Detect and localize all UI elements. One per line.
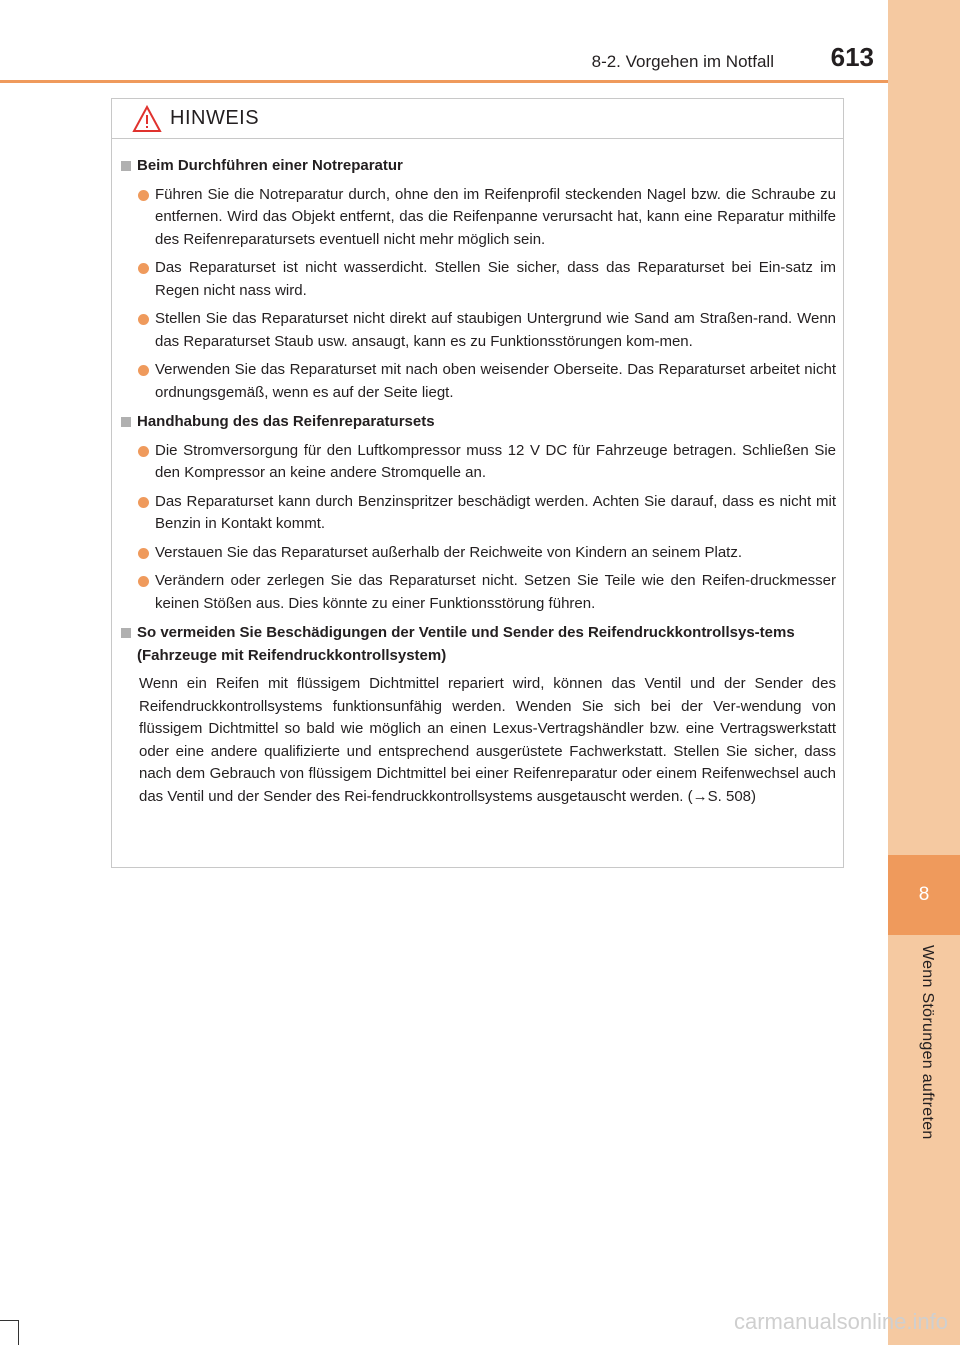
list-item — [138, 359, 836, 404]
notice-section — [121, 155, 836, 404]
list-item-text: Verändern oder zerlegen Sie das Reparaturset nicht. Setzen Sie Teile wie den Reifen-druckmesser keinen Stößen aus. Dies könnte zu einer Funktionsstörung führen. — [155, 572, 836, 612]
list-item — [138, 257, 836, 302]
notice-box — [111, 98, 844, 868]
list-item — [138, 184, 836, 252]
watermark: carmanualsonline.info — [733, 1309, 948, 1334]
list-item-text: Führen Sie die Notreparatur durch, ohne den im Reifenprofil steckenden Nagel bzw. die Schraube zu entfernen. Wird das Objekt entfernt, das die Reifenpanne verursacht hat, kann eine Reparatur mithilfe des Reifenreparatursets eventuell nicht mehr möglich sein. — [155, 185, 836, 248]
page-number: 613 — [830, 42, 874, 72]
square-bullet-icon — [121, 161, 131, 171]
square-bullet-icon — [121, 417, 131, 427]
warning-icon — [132, 105, 162, 133]
section-heading — [121, 411, 836, 434]
section-heading-text: Beim Durchführen einer Notreparatur — [137, 157, 403, 174]
section-heading-text: Handhabung des das Reifenreparatursets — [137, 413, 435, 430]
crop-mark — [0, 1320, 18, 1321]
bullet-dot-icon — [138, 576, 149, 587]
section-heading — [121, 622, 836, 667]
chapter-side-tab — [888, 0, 960, 1345]
bullet-dot-icon — [138, 365, 149, 376]
notice-header — [112, 99, 843, 139]
bullet-dot-icon — [138, 497, 149, 508]
section-title: 8-2. Vorgehen im Notfall — [591, 52, 774, 71]
list-item — [138, 542, 836, 565]
bullet-dot-icon — [138, 314, 149, 325]
list-item — [138, 570, 836, 615]
list-item — [138, 440, 836, 485]
notice-body — [112, 139, 843, 808]
section-heading-text: So vermeiden Sie Beschädigungen der Ventile und Sender des Reifendruckkontrollsys-tems (Fahrzeuge mit Reifendruckkontrollsystem) — [137, 624, 795, 664]
bullet-dot-icon — [138, 190, 149, 201]
square-bullet-icon — [121, 628, 131, 638]
section-paragraph: Wenn ein Reifen mit flüssigem Dichtmittel repariert wird, können das Ventil und der Sender des Reifendruckkontrollsystems funktionsunfähig werden. Wenden Sie sich bei der Ver-wendung von flüssigem Dichtmittel so bald wie möglich an einen Lexus-Vertragshändler bzw. eine Vertragswerkstatt oder eine andere qualifizierte und entsprechend ausgerüstete Fachwerkstatt. Stellen Sie sicher, dass nach dem Gebrauch von flüssigem Dichtmittel bei einer Reifenreparatur oder einem Reifenwechsel auch das Ventil und der Sender des Rei-fendruckkontrollsystems ausgetauscht werden. (→S. 508) — [139, 675, 836, 805]
list-item-text: Die Stromversorgung für den Luftkompressor muss 12 V DC für Fahrzeuge betragen. Schließen Sie den Kompressor an keine andere Stromquelle an. — [155, 441, 836, 481]
list-item-text: Verwenden Sie das Reparaturset mit nach oben weisender Oberseite. Das Reparaturset arbeitet nicht ordnungsgemäß, wenn es auf der Seite liegt. — [155, 361, 836, 401]
bullet-dot-icon — [138, 548, 149, 559]
list-item-text: Stellen Sie das Reparaturset nicht direkt auf staubigen Untergrund wie Sand am Straßen-rand. Wenn das Reparaturset Staub usw. ansaugt, kann es zu Funktionsstörungen kom-men. — [155, 310, 836, 350]
list-item — [138, 308, 836, 353]
list-item-text: Das Reparaturset kann durch Benzinspritzer beschädigt werden. Achten Sie darauf, dass es nicht mit Benzin in Kontakt kommt. — [155, 492, 836, 532]
crop-mark — [18, 1320, 19, 1345]
notice-title: HINWEIS — [170, 107, 260, 129]
notice-section — [121, 622, 836, 808]
list-item — [138, 491, 836, 536]
list-item-text: Verstauen Sie das Reparaturset außerhalb der Reichweite von Kindern an seinem Platz. — [155, 543, 742, 561]
list-item-text: Das Reparaturset ist nicht wasserdicht. Stellen Sie sicher, dass das Reparaturset bei Ein-satz im Regen nicht nass wird. — [155, 259, 836, 299]
bullet-dot-icon — [138, 446, 149, 457]
notice-section — [121, 411, 836, 615]
chapter-label: Wenn Störungen auftreten — [919, 945, 936, 1140]
header-rule — [0, 80, 888, 83]
chapter-number: 8 — [888, 855, 960, 935]
section-heading — [121, 155, 836, 178]
bullet-dot-icon — [138, 263, 149, 274]
